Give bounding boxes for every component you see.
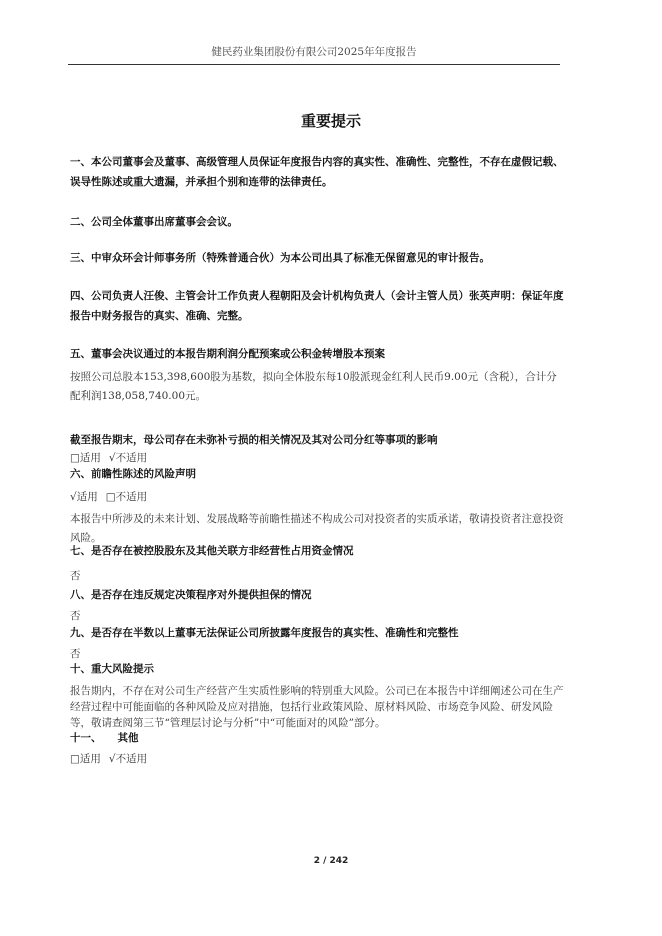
section-3 (70, 248, 566, 268)
section-6-option-not-applicable: □不适用 (105, 491, 148, 503)
section-6-body: 本报告中所涉及的未来计划、发展战略等前瞻性描述不构成公司对投资者的实质承诺，敬请投资者注意投资风险。 (70, 513, 564, 544)
section-7 (70, 541, 566, 586)
section-2 (70, 212, 566, 232)
loss-option-not-applicable: √不适用 (108, 452, 148, 464)
section-1-text: 一、本公司董事会及董事、高级管理人员保证年度报告内容的真实性、准确性、完整性，不存在虚假记载、误导性陈述或重大遗漏，并承担个别和连带的法律责任。 (70, 156, 564, 188)
section-1 (70, 152, 566, 192)
section-6-option-applicable: √适用 (70, 491, 98, 503)
section-11-label: 其他 (117, 732, 139, 744)
section-10-heading: 十、重大风险提示 (70, 663, 154, 675)
section-7-heading: 七、是否存在被控股股东及其他关联方非经营性占用资金情况 (70, 545, 354, 557)
section-5-heading: 五、董事会决议通过的本报告期利润分配预案或公积金转增股本预案 (70, 348, 385, 360)
section-3-text: 三、中审众环会计师事务所（特殊普通合伙）为本公司出具了标准无保留意见的审计报告。 (70, 252, 490, 264)
section-8-answer: 否 (70, 610, 81, 622)
loss-option-applicable: □适用 (70, 452, 101, 464)
section-10 (70, 659, 566, 731)
running-header: 健民药业集团股份有限公司2025年年度报告 (68, 44, 560, 65)
section-5-body: 按照公司总股本153,398,600股为基数，拟向全体股东每10股派现金红利人民币9.00元（含税），合计分配利润138,058,740.00元。 (70, 371, 557, 402)
page-number: 2 / 242 (313, 856, 349, 866)
section-8 (70, 585, 566, 626)
section-9-heading: 九、是否存在半数以上董事无法保证公司所披露年度报告的真实性、准确性和完整性 (70, 627, 459, 639)
section-11-option-not-applicable: √不适用 (108, 753, 148, 765)
section-10-body: 报告期内，不存在对公司生产经营产生实质性影响的特别重大风险。公司已在本报告中详细阐述公司在生产经营过程中可能面临的各种风险及应对措施，包括行业政策风险、原材料风险、市场竞争风险、研发风险等，敬请查阅第三节“管理层讨论与分析”中“可能面对的风险”部分。 (70, 685, 564, 729)
section-5 (70, 344, 566, 406)
section-6-options (70, 488, 566, 506)
section-6-heading: 六、前瞻性陈述的风险声明 (70, 468, 196, 480)
section-11-number: 十一、 (70, 732, 102, 744)
section-2-text: 二、公司全体董事出席董事会会议。 (70, 216, 238, 228)
section-11 (70, 728, 566, 768)
section-7-answer: 否 (70, 570, 81, 582)
section-9 (70, 623, 566, 664)
section-9-answer: 否 (70, 648, 81, 660)
section-11-options (70, 750, 566, 768)
section-8-heading: 八、是否存在违反规定决策程序对外提供担保的情况 (70, 589, 312, 601)
section-11-option-applicable: □适用 (70, 753, 101, 765)
section-11-heading (70, 728, 566, 748)
section-6 (70, 464, 566, 548)
section-4-text: 四、公司负责人汪俊、主管会计工作负责人程朝阳及会计机构负责人（会计主管人员）张英声明：保证年度报告中财务报告的真实、准确、完整。 (70, 290, 564, 322)
loss-heading: 截至报告期末，母公司存在未弥补亏损的相关情况及其对公司分红等事项的影响 (70, 434, 438, 446)
loss-section (70, 431, 566, 467)
page-title: 重要提示 (300, 112, 361, 130)
section-4 (70, 286, 566, 326)
